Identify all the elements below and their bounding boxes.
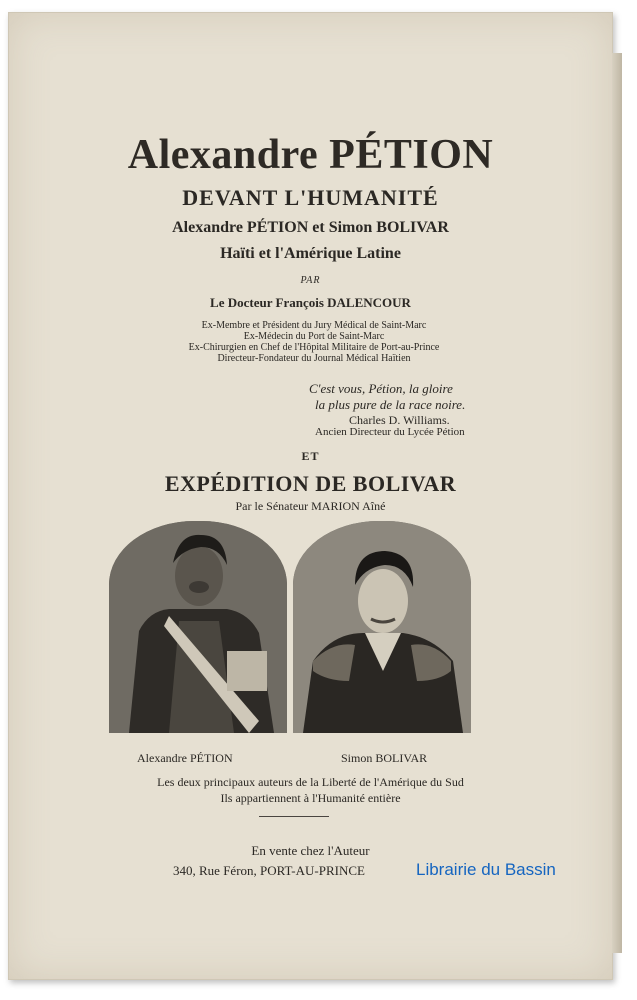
epigraph [309,381,465,413]
epigraph-author: Charles D. Williams. [349,413,450,427]
author-bio [149,320,479,364]
epigraph-author-title: Ancien Directeur du Lycée Pétion [315,426,465,438]
second-author: Par le Sénateur MARION Aîné [235,499,386,513]
portrait-bolivar [293,521,471,733]
epigraph-line: C'est vous, Pétion, la gloire [309,381,453,396]
divider [259,816,329,817]
author-bio-line: Ex-Chirurgien en Chef de l'Hôpital Militaire de Port-au-Prince [188,342,440,353]
epigraph-line: la plus pure de la race noire. [315,397,466,412]
cover-subtitle: DEVANT L'HUMANITÉ [182,185,439,210]
author-bio-line: Ex-Membre et Président du Jury Médical de Saint-Marc [201,320,427,331]
cover-subtitle-region: Haïti et l'Amérique Latine [220,245,401,262]
caption-line: Ils appartiennent à l'Humanité entière [220,791,401,805]
sale-address: 340, Rue Féron, PORT-AU-PRINCE [173,863,365,878]
et-label: ET [301,449,320,463]
sale-line: En vente chez l'Auteur [251,843,370,858]
author-name: Le Docteur François DALENCOUR [210,295,411,310]
portrait-caption-petion: Alexandre PÉTION [137,751,233,765]
author-bio-line: Ex-Médecin du Port de Saint-Marc [243,331,385,342]
bookseller-watermark: Librairie du Bassin [416,860,556,879]
par-label: PAR [300,275,321,286]
author-bio-line: Directeur-Fondateur du Journal Médical Haïtien [217,353,411,364]
portrait-petion [109,521,287,733]
second-title: EXPÉDITION DE BOLIVAR [164,471,457,496]
cover-title: Alexandre PÉTION [127,132,494,178]
book-cover [8,12,613,980]
caption-line: Les deux principaux auteurs de la Liberté de l'Amérique du Sud [157,775,464,789]
portrait-caption-bolivar: Simon BOLIVAR [341,751,428,765]
cover-subtitle-names: Alexandre PÉTION et Simon BOLIVAR [172,219,449,236]
